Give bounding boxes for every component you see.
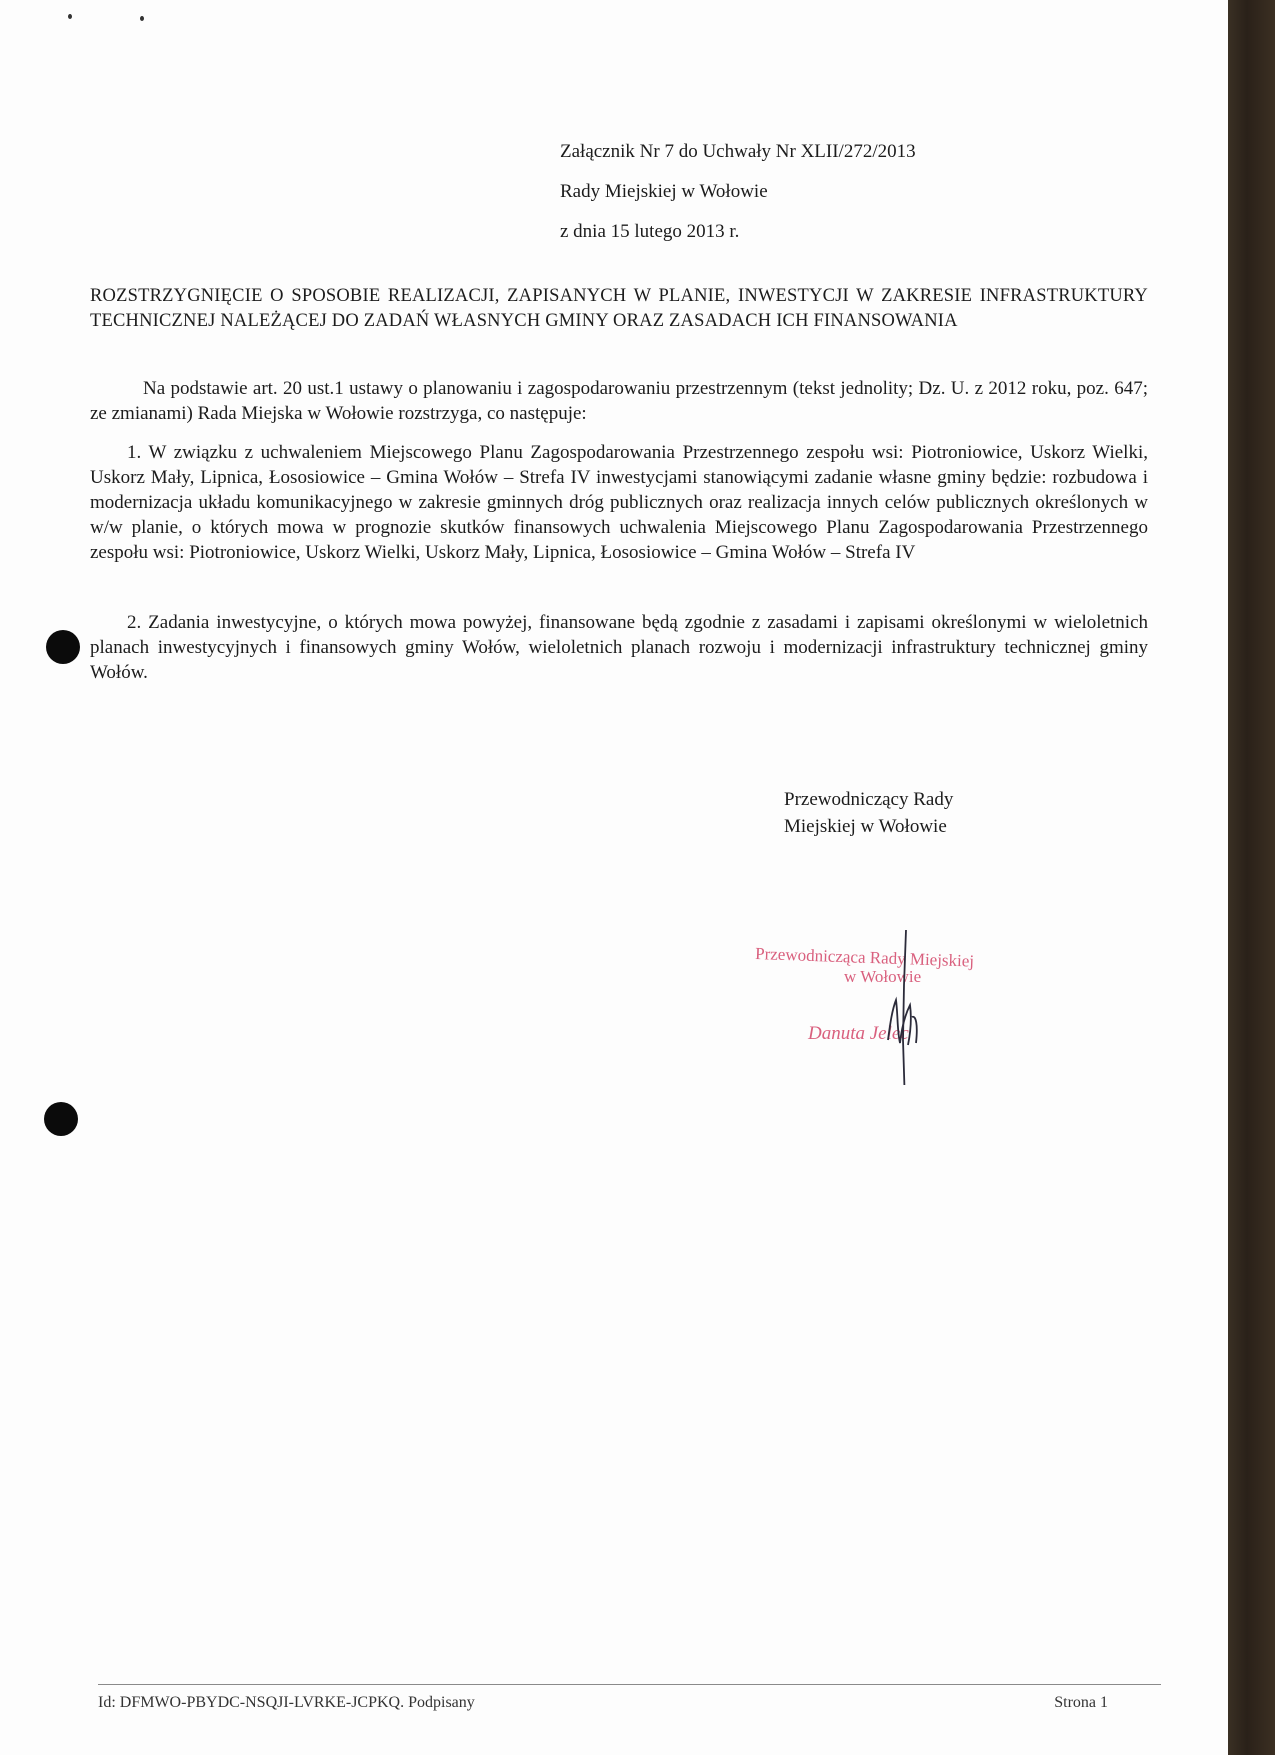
footer-divider: [98, 1684, 1161, 1685]
scan-speck: [68, 14, 72, 19]
chairman-title-line1: Przewodniczący Rady: [784, 789, 954, 810]
punch-hole: [44, 1102, 78, 1136]
official-stamp: [740, 925, 1040, 1085]
stamp-name: Danuta Jelec: [808, 1023, 909, 1044]
stamp-line-2: w Wołowie: [844, 967, 922, 986]
legal-basis-paragraph: Na podstawie art. 20 ust.1 ustawy o planowaniu i zagospodarowaniu przestrzennym (tekst jednolity; Dz. U. z 2012 roku, poz. 647; ze zmianami) Rada Miejska w Wołowie rozstrzyga, co następuje:: [90, 378, 1148, 424]
council-name: Rady Miejskiej w Wołowie: [560, 181, 768, 202]
resolution-date: z dnia 15 lutego 2013 r.: [560, 221, 740, 242]
attachment-header: [560, 132, 916, 252]
chairman-title-line2: Miejskiej w Wołowie: [784, 816, 947, 837]
signature-block: [784, 786, 953, 840]
document-title: ROZSTRZYGNIĘCIE O SPOSOBIE REALIZACJI, ZAPISANYCH W PLANIE, INWESTYCJI W ZAKRESIE INFRASTRUKTURY TECHNICZNEJ NALEŻĄCEJ DO ZADAŃ WŁASNYCH GMINY ORAZ ZASADACH ICH FINANSOWANIA: [90, 286, 1148, 331]
point-1-paragraph: 1. W związku z uchwaleniem Miejscowego Planu Zagospodarowania Przestrzennego zespołu wsi: Piotroniowice, Uskorz Wielki, Uskorz Mały, Lipnica, Łososiowice – Gmina Wołów – Strefa IV inwestycjami stanowiącymi zadanie własne gminy będzie: rozbudowa i modernizacja układu komunikacyjnego w zakresie gminnych dróg publicznych oraz realizacja innych celów publicznych określonych w w/w planie, o których mowa w prognozie skutków finansowych uchwalenia Miejscowego Planu Zagospodarowania Przestrzennego zespołu wsi: Piotroniowice, Uskorz Wielki, Uskorz Mały, Lipnica, Łososiowice – Gmina Wołów – Strefa IV: [90, 442, 1148, 563]
scanner-background-edge: [1228, 0, 1275, 1755]
point-2-paragraph: 2. Zadania inwestycyjne, o których mowa powyżej, finansowane będą zgodnie z zasadami i zapisami określonymi w wieloletnich planach inwestycyjnych i finansowych gminy Wołów, wieloletnich planach rozwoju i modernizacji infrastruktury technicznej gminy Wołów.: [90, 612, 1148, 683]
scan-speck: [140, 16, 144, 21]
page-number: Strona 1: [1054, 1694, 1108, 1711]
stamp-line-1: Przewodnicząca Rady Miejskiej: [754, 944, 975, 971]
attachment-number: Załącznik Nr 7 do Uchwały Nr XLII/272/2013: [560, 141, 916, 162]
punch-hole: [46, 630, 80, 664]
document-id: Id: DFMWO-PBYDC-NSQJI-LVRKE-JCPKQ. Podpisany: [98, 1694, 475, 1711]
